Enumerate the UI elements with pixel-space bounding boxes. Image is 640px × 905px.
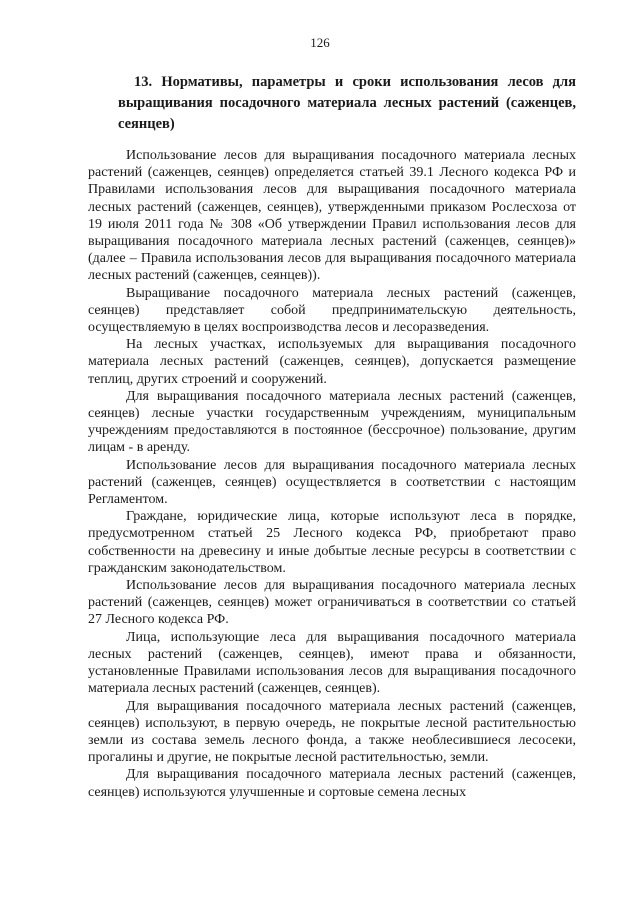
paragraph: Граждане, юридические лица, которые используют леса в порядке, предусмотренном статьей 25 Лесного кодекса РФ, приобретают право собственности на древесину и иные добытые лесные ресурсы в соответствии с гражданским законодательством. bbox=[88, 509, 576, 576]
paragraph: Для выращивания посадочного материала лесных растений (саженцев, сеянцев) используются улучшенные и сортовые семена лесных bbox=[88, 767, 576, 800]
paragraph: Использование лесов для выращивания посадочного материала лесных растений (саженцев, сеянцев) осуществляется в соответствии с настоящим Регламентом. bbox=[88, 457, 576, 508]
paragraph: Использование лесов для выращивания посадочного материала лесных растений (саженцев, сеянцев) определяется статьей 39.1 Лесного кодекса РФ и Правилами использования лесов для выращивания посадочного материала лесных растений (саженцев, сеянцев), утвержденными приказом Рослесхоза от 19 июля 2011 года № 308 «Об утверждении Правил использования лесов для выращивания посадочного материала лесных растений (саженцев, сеянцев)» (далее – Правила использования лесов для выращивания посадочного материала лесных растений (саженцев, сеянцев)). bbox=[88, 148, 576, 284]
paragraph: На лесных участках, используемых для выращивания посадочного материала лесных растений (саженцев, сеянцев), допускается размещение теплиц, других строений и сооружений. bbox=[88, 337, 576, 387]
section-heading: 13. Нормативы, параметры и сроки использования лесов для выращивания посадочного материала лесных растений (саженцев, сеянцев) bbox=[118, 74, 576, 132]
page-number: 126 bbox=[310, 35, 330, 50]
paragraph: Лица, использующие леса для выращивания посадочного материала лесных растений (саженцев, сеянцев), имеют права и обязанности, установленные Правилами использования лесов для выращивания посадочного материала лесных растений (саженцев, сеянцев). bbox=[88, 629, 576, 697]
paragraph: Для выращивания посадочного материала лесных растений (саженцев, сеянцев) лесные участки государственным учреждениям, муниципальным учреждениям предоставляются в постоянное (бессрочное) пользование, другим лицам - в аренду. bbox=[88, 388, 576, 456]
paragraph: Для выращивания посадочного материала лесных растений (саженцев, сеянцев) используют, в первую очередь, не покрытые лесной растительностью земли из состава земель лесного фонда, а также необлесившиеся лесосеки, прогалины и другие, не покрытые лесной растительностью, земли. bbox=[88, 698, 576, 766]
paragraph: Использование лесов для выращивания посадочного материала лесных растений (саженцев, сеянцев) может ограничиваться в соответствии со статьей 27 Лесного кодекса РФ. bbox=[88, 578, 576, 628]
paragraph: Выращивание посадочного материала лесных растений (саженцев, сеянцев) представляет собой предпринимательскую деятельность, осуществляемую в целях воспроизводства лесов и лесоразведения. bbox=[88, 285, 576, 336]
section-body bbox=[88, 147, 576, 801]
